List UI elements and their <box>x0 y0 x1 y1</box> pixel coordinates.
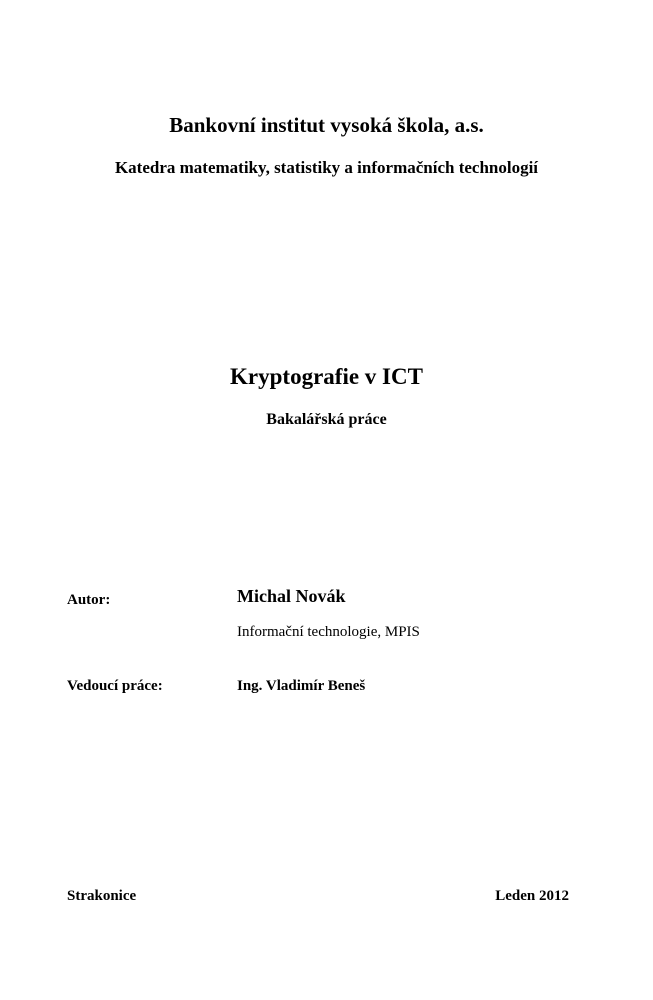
author-name: Michal Novák <box>237 586 346 606</box>
thesis-type: Bakalářská práce <box>266 411 387 428</box>
author-field-of-study: Informační technologie, MPIS <box>237 624 420 640</box>
institution-name: Bankovní institut vysoká škola, a.s. <box>169 113 484 137</box>
thesis-title: Kryptografie v ICT <box>230 364 423 389</box>
author-label: Autor: <box>67 592 111 608</box>
footer-city: Strakonice <box>67 888 137 904</box>
supervisor-label: Vedoucí práce: <box>67 678 163 694</box>
department-name: Katedra matematiky, statistiky a informačních technologií <box>114 158 539 177</box>
supervisor-name: Ing. Vladimír Beneš <box>237 678 366 694</box>
footer-date: Leden 2012 <box>495 888 569 904</box>
